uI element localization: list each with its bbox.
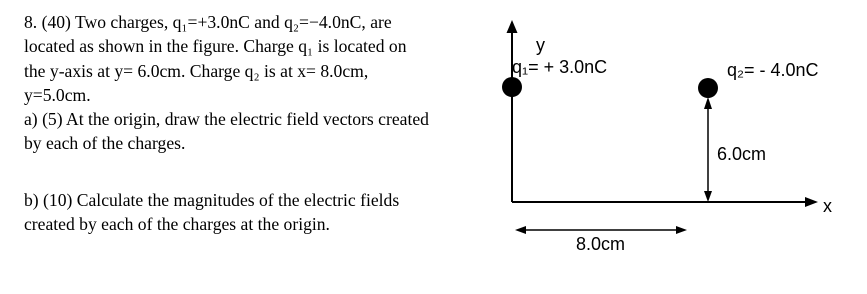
part-a-line-2: by each of the charges. [24,133,186,154]
x-axis-arrowhead [805,197,818,207]
part-b-line-1: b) (10) Calculate the magnitudes of the electric fields [24,189,400,210]
vertical-distance-arrow-top [704,97,712,109]
problem-statement-line-1: 8. (40) Two charges, q₁=+3.0nC and q₂=−4.0nC, are [24,12,392,32]
horizontal-distance-label: 8.0cm [576,234,626,254]
part-b-line-2: created by each of the charges at the origin. [24,214,330,235]
charge-q1-label: q₁= + 3.0nC [512,57,608,77]
y-axis-label: y [536,35,545,55]
problem-statement-line-2: located as shown in the figure. Charge q₁ is located on [24,36,407,57]
problem-statement-line-3: the y-axis at y= 6.0cm. Charge q₂ is at x= 8.0cm, [24,60,369,81]
vertical-distance-arrow-bottom [704,191,712,202]
problem-statement-line-4: y=5.0cm. [24,84,91,105]
charge-q1-dot [502,77,522,97]
charge-q2-dot [698,78,718,98]
charge-q2-label: q₂= - 4.0nC [727,60,819,80]
horizontal-distance-arrow-right [676,226,687,234]
horizontal-distance-arrow-left [515,226,526,234]
x-axis-label: x [823,196,832,216]
vertical-distance-label: 6.0cm [717,144,767,164]
part-a-line-1: a) (5) At the origin, draw the electric field vectors created [24,109,429,130]
y-axis-arrowhead [507,20,518,33]
